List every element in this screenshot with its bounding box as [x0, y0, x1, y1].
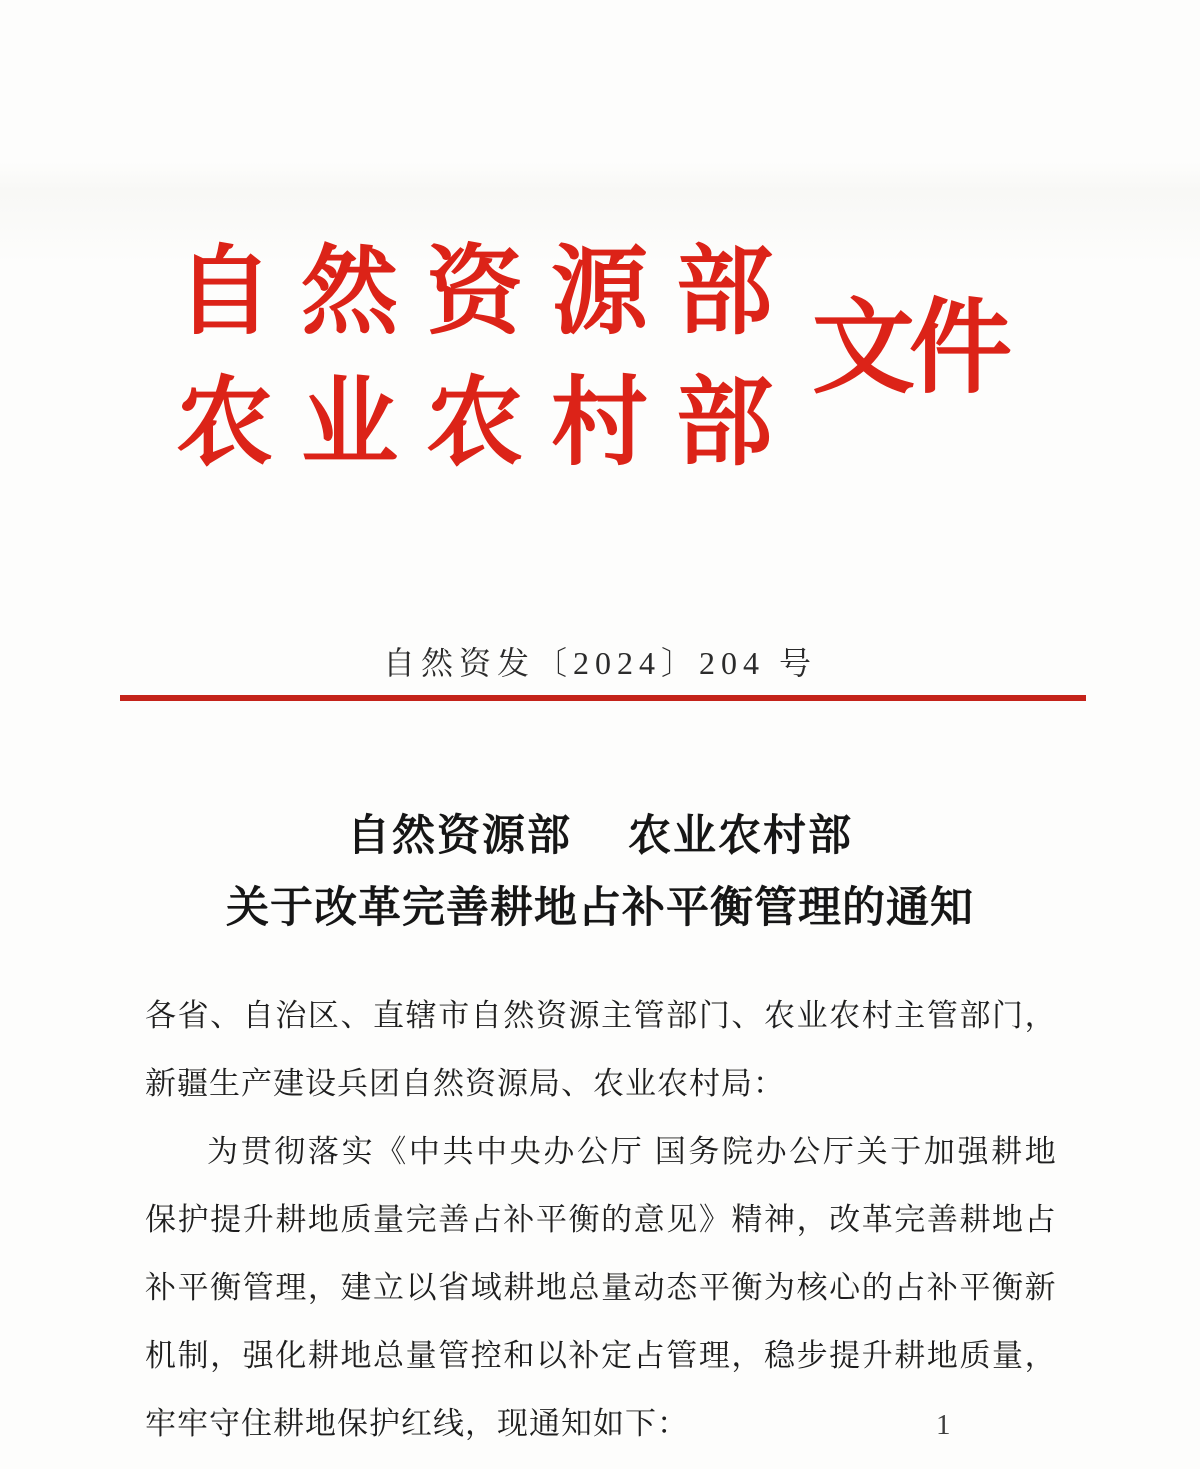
- document-number: 自然资发〔2024〕204 号: [382, 645, 817, 681]
- body-text-line: 牢牢守住耕地保护红线，现通知如下：: [145, 1406, 689, 1441]
- body-text-line: 各 省 、 自 治 区 、 直 辖 市 自 然 资 源 主 管 部 门 、 农 业 农 村 主 管 部 门 ，: [145, 998, 1056, 1033]
- body-text-line: 为 贯 彻 落 实 《 中 共 中 央 办 公 厅 国 务 院 办 公 厅 关 于 加 强 耕 地: [207, 1134, 1056, 1169]
- letterhead-org-line-1: 自 然 资 源 部: [176, 239, 773, 346]
- title-line-1: [0, 812, 1200, 861]
- letterhead-org-line-2: 农 业 农 村 部: [176, 370, 773, 477]
- body-text-line: 机 制 ， 强 化 耕 地 总 量 管 控 和 以 补 定 占 管 理 ， 稳 步 提 升 耕 地 质 量 ，: [145, 1338, 1056, 1373]
- body-text-line: 补 平 衡 管 理 ， 建 立 以 省 域 耕 地 总 量 动 态 平 衡 为 核 心 的 占 补 平 衡 新: [145, 1270, 1056, 1305]
- title-line-2: 关于改革完善耕地占补平衡管理的通知: [226, 885, 974, 932]
- body-text: [145, 982, 1056, 1458]
- title-ministry-2: 农业农村部: [628, 813, 853, 860]
- page-number: 1: [936, 1409, 951, 1441]
- letterhead-document-word: 文件: [812, 292, 1006, 406]
- red-divider-line: [120, 695, 1086, 701]
- body-text-line: 新疆生产建设兵团自然资源局、农业农村局：: [145, 1066, 785, 1101]
- title-ministry-1: 自然资源部: [347, 813, 572, 860]
- body-text-line: 保 护 提 升 耕 地 质 量 完 善 占 补 平 衡 的 意 见 》 精 神 ， 改 革 完 善 耕 地 占: [145, 1202, 1056, 1237]
